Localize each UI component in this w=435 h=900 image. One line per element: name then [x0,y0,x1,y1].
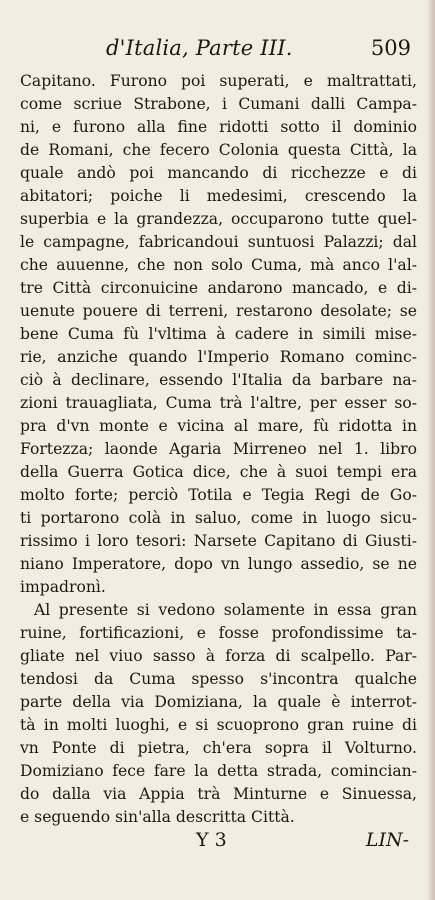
text-line: che auuenne, che non solo Cuma, mà anco l'al- [20,256,417,274]
text-line: abitatori; poiche li medesimi, crescendo la [20,187,417,205]
text-line: vn Ponte di pietra, ch'era sopra il Volturno. [20,739,417,757]
text-line: Capitano. Furono poi superati, e maltrattati, [20,72,417,90]
text-line: tà in molti luoghi, e si scuoprono gran ruine di [20,716,417,734]
text-line: ni, e furono alla fine ridotti sotto il dominio [20,118,417,136]
text-line: ruine, fortificazioni, e fosse profondissime ta- [20,624,417,642]
text-line: Al presente si vedono solamente in essa gran [34,601,417,619]
body-text [20,70,417,829]
text-line: parte della via Domiziana, la quale è interrot- [20,693,417,711]
text-line: superbia e la grandezza, occuparono tutte quel- [20,210,417,228]
page-number: 509 [370,36,411,60]
page-footer [0,829,435,855]
text-line: do dalla via Appia trà Minturne e Sinuessa, [20,785,417,803]
signature-mark: Y 3 [196,829,227,851]
text-line: ti portarono colà in saluo, come in luogo sicu- [20,509,417,527]
running-head: d'Italia, Parte III. [106,36,293,60]
text-line: impadronì. [20,578,106,596]
text-line: tre Città circonuicine andarono mancado, e di- [20,279,417,297]
text-line: le campagne, fabricandoui suntuosi Palazzi; dal [20,233,417,251]
text-line: molto forte; perciò Totila e Tegia Regi de Go- [20,486,417,504]
text-line: gliate nel viuo sasso à forza di scalpello. Par- [20,647,417,665]
text-line: della Guerra Gotica dice, che à suoi tempi era [20,463,417,481]
text-line: uenute pouere di terreni, restarono desolate; se [20,302,417,320]
page-gutter-shadow [427,0,435,900]
text-line: rie, anziche quando l'Imperio Romano cominc- [20,348,417,366]
text-line: niano Imperatore, dopo vn lungo assedio, se ne [20,555,417,573]
text-line: Fortezza; laonde Agaria Mirreneo nel 1. libro [20,440,417,458]
text-line: quale andò poi mancando di ricchezze e di [20,164,417,182]
text-line: zioni trauagliata, Cuma trà l'altre, per esser so- [20,394,417,412]
text-line: Domiziano fece fare la detta strada, comincian- [20,762,417,780]
text-line: come scriue Strabone, i Cumani dalli Campa- [20,95,417,113]
text-line: rissimo i loro tesori: Narsete Capitano di Giusti- [20,532,417,550]
page-header [0,36,435,66]
catchword: LIN- [365,829,409,851]
text-line: bene Cuma fù l'vltima à cadere in simili mise- [20,325,417,343]
text-line: tendosi da Cuma spesso s'incontra qualche [20,670,417,688]
text-line: e seguendo sin'alla descritta Città. [20,808,295,826]
text-line: ciò à declinare, essendo l'Italia da barbare na- [20,371,417,389]
text-line: pra d'vn monte e vicina al mare, fù ridotta in [20,417,417,435]
text-line: de Romani, che fecero Colonia questa Città, la [20,141,417,159]
